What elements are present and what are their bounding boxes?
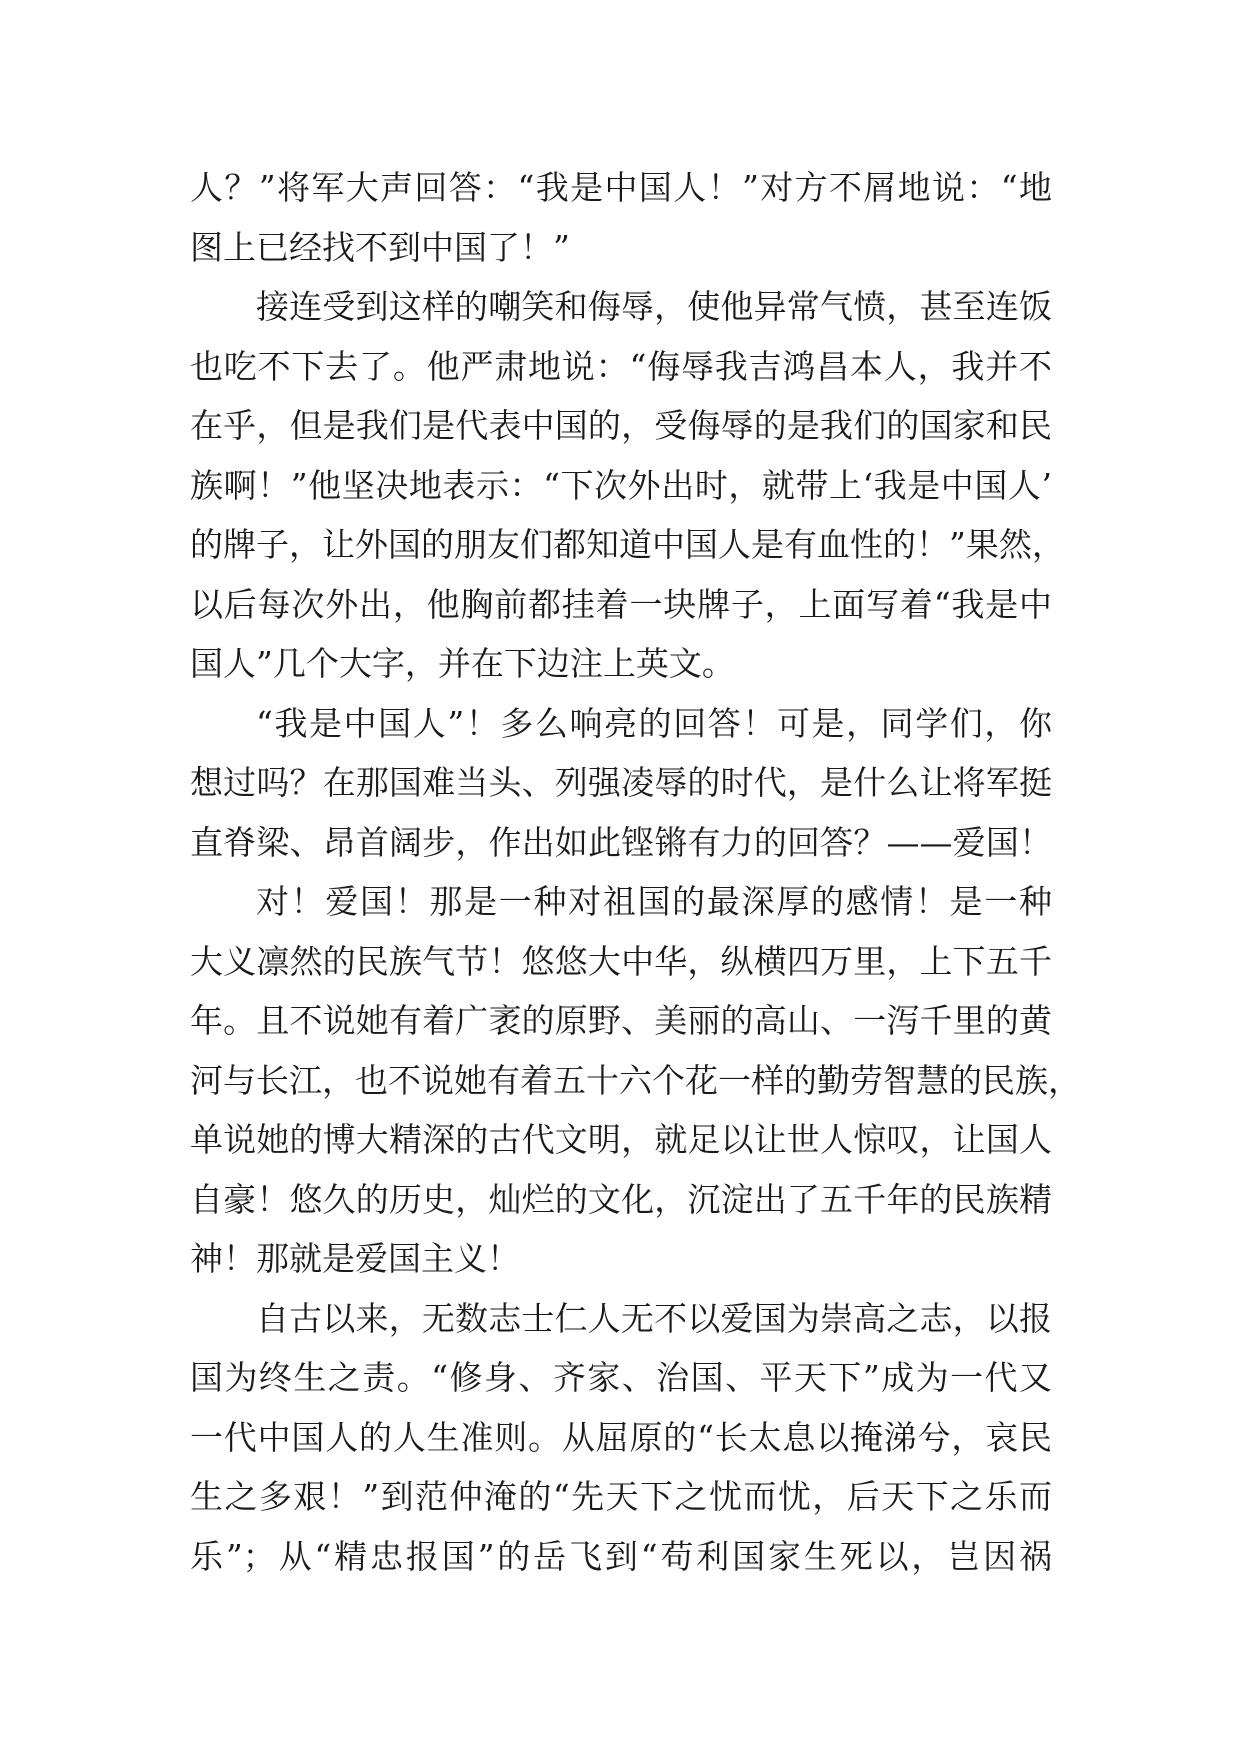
- text-line: 自豪！悠久的历史，灿烂的文化，沉淀出了五千年的民族精: [190, 1179, 1052, 1219]
- text-line: 对！爱国！那是一种对祖国的最深厚的感情！是一种: [256, 882, 1052, 921]
- paragraph: [190, 872, 1081, 1289]
- text-line: 神！那就是爱国主义！: [190, 1239, 520, 1278]
- text-line: 大义凛然的民族气节！悠悠大中华，纵横四万里，上下五千: [190, 941, 1052, 981]
- text-line: 人？”将军大声回答：“我是中国人！”对方不屑地说：“地: [190, 168, 1052, 207]
- text-line: 河与长江，也不说她有着五十六个花一样的勤劳智慧的民族，: [190, 1060, 1081, 1100]
- text-line: 想过吗？在那国难当头、列强凌辱的时代，是什么让将军挺: [190, 763, 1052, 802]
- text-line: 族啊！”他坚决地表示：“下次外出时，就带上‘我是中国人’: [190, 465, 1052, 505]
- text-line: 乐”；从“精忠报国”的岳飞到“苟利国家生死以，岂因祸: [190, 1536, 1052, 1576]
- paragraph: [190, 694, 1052, 873]
- text-line: 以后每次外出，他胸前都挂着一块牌子，上面写着“我是中: [190, 584, 1052, 624]
- text-line: 接连受到这样的嘲笑和侮辱，使他异常气愤，甚至连饭: [256, 287, 1052, 326]
- text-line: 直脊梁、昂首阔步，作出如此铿锵有力的回答？——爱国！: [190, 822, 1052, 862]
- text-line: 生之多艰！”到范仲淹的“先天下之忧而忧，后天下之乐而: [190, 1477, 1052, 1516]
- text-line: 也吃不下去了。他严肃地说：“侮辱我吉鸿昌本人，我并不: [190, 346, 1052, 386]
- text-line: 在乎，但是我们是代表中国的，受侮辱的是我们的国家和民: [190, 406, 1052, 445]
- text-line: 年。且不说她有着广袤的原野、美丽的高山、一泻千里的黄: [190, 1001, 1052, 1040]
- paragraph: [190, 277, 1065, 694]
- paragraph: [190, 1289, 1052, 1587]
- text-line: “我是中国人”！多么响亮的回答！可是，同学们，你: [256, 703, 1052, 743]
- text-line: 一代中国人的人生准则。从屈原的“长太息以掩涕兮，哀民: [190, 1417, 1052, 1457]
- body-text: [190, 158, 1081, 1586]
- text-line: 的牌子，让外国的朋友们都知道中国人是有血性的！”果然，: [190, 525, 1065, 564]
- text-line: 国人”几个大字，并在下边注上英文。: [190, 644, 735, 683]
- text-line: 单说她的博大精深的古代文明，就足以让世人惊叹，让国人: [190, 1120, 1052, 1159]
- text-line: 自古以来，无数志士仁人无不以爱国为崇高之志，以报: [256, 1298, 1052, 1338]
- text-line: 国为终生之责。“修身、齐家、治国、平天下”成为一代又: [190, 1358, 1052, 1397]
- text-line: 图上已经找不到中国了！”: [190, 227, 570, 267]
- paragraph: [190, 158, 1052, 277]
